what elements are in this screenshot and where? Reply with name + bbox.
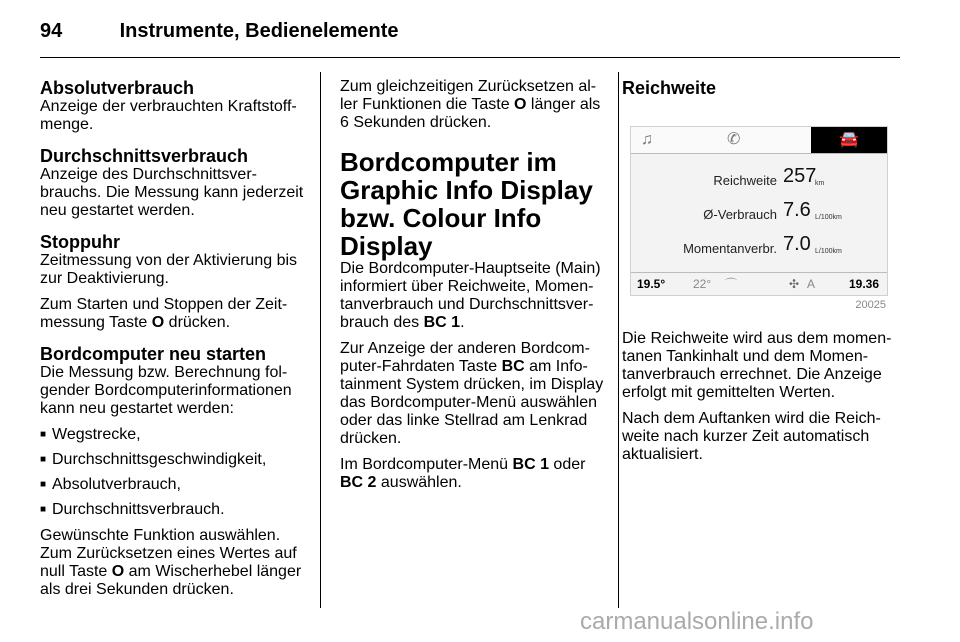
body-text: Nach dem Auftanken wird die Reich-weite nach kurzer Zeit automatisch aktualisiert.: [622, 410, 881, 463]
figure-number: 20025: [855, 299, 886, 311]
section-heading: Bordcomputer im Graphic Info Display bzw. Colour Info Display: [340, 147, 593, 261]
list-item: ■ Wegstrecke,: [40, 426, 310, 444]
section-text: Zeitmessung von der Aktivierung bis zur Deaktivierung.: [40, 252, 298, 287]
key-label: BC: [501, 358, 525, 375]
music-note-icon: ♫: [641, 131, 653, 148]
section-text: Anzeige der verbrauchten Kraftstoff-menge.: [40, 98, 297, 133]
reset-list: [40, 426, 310, 519]
list-item: ■ Absolutverbrauch,: [40, 476, 310, 494]
key-label: BC 2: [340, 474, 377, 491]
section-text: Zum Starten und Stoppen der Zeit-messung Taste O drücken.: [40, 296, 288, 331]
section-stoppuhr: [40, 232, 310, 332]
phone-icon: ✆: [727, 131, 741, 148]
column-3: [622, 78, 907, 472]
fan-icon: ✣: [789, 277, 800, 291]
section-title: Bordcomputer neu starten: [40, 344, 267, 364]
body-text: Zur Anzeige der anderen Bordcom-puter-Fahrdaten Taste BC am Info-tainment System drücken, im Display das Bordcomputer-Menü auswählen oder das linke Stellrad am Lenkrad drücken.: [340, 340, 604, 447]
key-label: BC 1: [512, 456, 549, 473]
clock-time: 19.36: [848, 277, 879, 291]
key-label: O: [151, 314, 165, 331]
intro-text: Zum gleichzeitigen Zurücksetzen al-ler Funktionen die Taste O länger als 6 Sekunden drücken.: [340, 78, 601, 131]
car-icon: 🚘: [811, 127, 887, 153]
list-item: ■ Durchschnittsverbrauch.: [40, 501, 310, 519]
column-divider: [618, 72, 619, 608]
outside-temperature: 19.5°: [637, 277, 666, 291]
column-divider: [320, 72, 321, 608]
column-2: [340, 78, 605, 500]
section-title: Absolutverbrauch: [40, 78, 195, 98]
key-label: O: [111, 563, 125, 580]
section-absolutverbrauch: [40, 78, 310, 134]
section-neustart: [40, 344, 310, 599]
auto-label: A: [807, 277, 816, 291]
header-rule: [40, 57, 900, 58]
section-text: Anzeige des Durchschnittsver-brauchs. Die Messung kann jederzeit neu gestartet werden.: [40, 166, 304, 219]
page-number: 94: [40, 20, 63, 42]
set-temperature: 22°: [693, 277, 712, 291]
page-title: Instrumente, Bedienelemente: [119, 20, 399, 42]
key-label: O: [514, 96, 527, 113]
display-tabs: [631, 127, 887, 154]
section-text: Die Messung bzw. Berechnung fol-gender Bordcomputerinformationen kann neu gestartet werden:: [40, 364, 292, 417]
body-text: Die Bordcomputer-Hauptseite (Main) informiert über Reichweite, Momen-tanverbrauch und Durchschnittsver-brauch des BC 1.: [340, 260, 601, 331]
display-figure: [622, 116, 894, 316]
status-bar: [631, 272, 887, 295]
info-display: ♫ ✆ 🚘 Reichweite 257 km Ø-Verbrauch 7.6 L/100km Momentanverbr. 7.0 L/100km 19.5° 22° ⌒ ✣ A 19.36: [630, 126, 888, 296]
list-item: ■ Durchschnittsgeschwindigkeit,: [40, 451, 310, 469]
section-title: Durchschnittsverbrauch: [40, 146, 249, 166]
body-text: Die Reichweite wird aus dem momen-tanen Tankinhalt und dem Momen-tanverbrauch errechnet. Die Anzeige erfolgt mit gemittelten Werten.: [622, 330, 892, 401]
section-title: Stoppuhr: [40, 232, 120, 252]
watermark: carmanualsonline.info: [580, 608, 814, 635]
page-header: [40, 20, 399, 43]
section-durchschnittsverbrauch: [40, 146, 310, 220]
seat-icon: ⌒: [725, 277, 738, 291]
section-text: Gewünschte Funktion auswählen. Zum Zurücksetzen eines Wertes auf null Taste O am Wischerhebel länger als drei Sekunden drücken.: [40, 527, 302, 598]
body-text: Im Bordcomputer-Menü BC 1 oder BC 2 auswählen.: [340, 456, 586, 491]
section-title: Reichweite: [622, 78, 717, 98]
column-1: [40, 78, 310, 611]
key-label: BC 1: [423, 314, 461, 331]
